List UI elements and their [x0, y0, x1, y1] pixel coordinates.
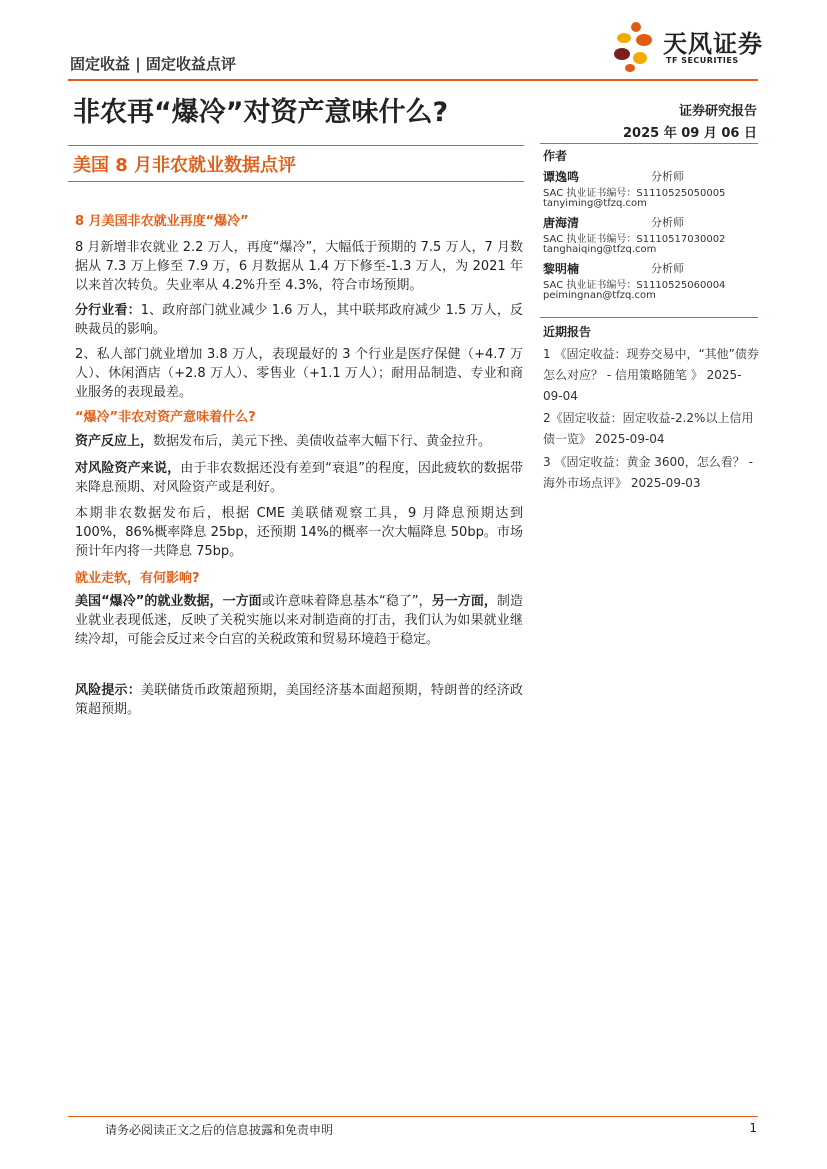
- paragraph: 本期非农数据发布后，根据 CME 美联储观察工具，9 月降息预期达到 100%，86%概率降息 25bp，还预期 14%的概率一次大幅降息 50bp。市场预计年内将一共降息 75bp。: [75, 506, 523, 559]
- author-email[interactable]: tanyiming@tfzq.com: [543, 198, 647, 209]
- author-email[interactable]: tanghaiqing@tfzq.com: [543, 244, 657, 255]
- paragraph-lead: 美国“爆冷”的就业数据，一方面: [75, 594, 262, 609]
- paragraph-text: 数据发布后，美元下挫、美债收益率大幅下行、黄金拉升。: [153, 434, 492, 449]
- author-name: 唐海清: [543, 216, 580, 230]
- author-cert: SAC 执业证书编号：S1110525050005: [543, 188, 726, 199]
- paragraph-text: 制造业就业表现低迷，反映了关税实施以来对制造商的打击，我们认为如果就业继续冷却，可能会反过来令白宫的关税政策和贸易环境趋于稳定。: [75, 594, 523, 647]
- section-heading: 8 月美国非农就业再度“爆冷”: [75, 214, 249, 229]
- section-heading: 就业走软，有何影响?: [75, 571, 200, 586]
- logo-text-cn: 天风证券: [663, 30, 763, 58]
- report-date: 2025 年 09 月 06 日: [623, 126, 757, 141]
- author-card: [543, 168, 761, 212]
- recent-report-item[interactable]: 3 《固定收益：黄金 3600，怎么看？ - 海外市场点评》 2025-09-03: [543, 455, 753, 490]
- report-type: 证券研究报告: [678, 104, 757, 119]
- report-category: 固定收益 | 固定收益点评: [70, 55, 236, 73]
- recent-reports-heading: 近期报告: [543, 325, 592, 339]
- author-cert: SAC 执业证书编号：S1110525060004: [543, 280, 726, 291]
- recent-report-item[interactable]: 2《固定收益：固定收益-2.2%以上信用债一览》 2025-09-04: [543, 411, 754, 446]
- recent-report-item[interactable]: 1 《固定收益：现券交易中，“其他”债券怎么对应？ - 信用策略随笔 》 2025-09-04: [543, 347, 759, 403]
- paragraph: [75, 301, 523, 339]
- paragraph: 8 月新增非农就业 2.2 万人，再度“爆冷”，大幅低于预期的 7.5 万人，7 月数据从 7.3 万上修至 7.9 万，6 月数据从 1.4 万下修至-1.3 万人，为 2021 年以来首次转负。失业率从 4.2%升至 4.3%，符合市场预期。: [75, 240, 523, 293]
- risk-paragraph: [75, 681, 523, 719]
- paragraph-text: 1、政府部门就业减少 1.6 万人，其中联邦政府减少 1.5 万人，反映裁员的影响。: [75, 303, 523, 337]
- author-card: [543, 214, 761, 258]
- author-name: 黎明楠: [543, 262, 580, 276]
- paragraph-text: 或许意味着降息基本“稳了”，: [261, 594, 432, 609]
- page-title: 非农再“爆冷”对资产意味什么?: [73, 97, 449, 128]
- paragraph-lead: 对风险资产来说，: [75, 461, 181, 476]
- tf-securities-logo: [610, 18, 763, 74]
- author-role: 分析师: [651, 262, 684, 275]
- paragraph: [75, 592, 523, 649]
- paragraph: [75, 459, 523, 497]
- author-email[interactable]: peimingnan@tfzq.com: [543, 290, 656, 301]
- page-number: 1: [749, 1121, 757, 1135]
- section-heading: “爆冷”非农对资产意味着什么?: [75, 410, 256, 425]
- author-card: [543, 260, 761, 304]
- sidebar-divider: [540, 317, 758, 318]
- paragraph-lead: 资产反应上，: [75, 434, 154, 449]
- page-subtitle: 美国 8 月非农就业数据点评: [73, 155, 297, 176]
- logo-text-en: TF SECURITIES: [666, 56, 739, 65]
- paragraph-lead: 分行业看：: [75, 303, 141, 318]
- subtitle-divider: [68, 181, 524, 182]
- footer-disclaimer: 请务必阅读正文之后的信息披露和免责申明: [105, 1123, 334, 1137]
- author-cert: SAC 执业证书编号：S1110517030002: [543, 234, 726, 245]
- footer-divider: [68, 1116, 758, 1117]
- author-role: 分析师: [651, 170, 684, 183]
- paragraph-lead: 另一方面，: [431, 594, 497, 609]
- paragraph-text: 由于非农数据还没有差到“衰退”的程度，因此疲软的数据带来降息预期、对风险资产或是利好。: [75, 461, 523, 495]
- paragraph: 2、私人部门就业增加 3.8 万人，表现最好的 3 个行业是医疗保健（+4.7 万人）、休闲酒店（+2.8 万人）、零售业（+1.1 万人）；耐用品制造、专业和商业服务的表现最差。: [75, 347, 523, 400]
- sidebar-divider: [540, 143, 758, 144]
- author-name: 谭逸鸣: [543, 170, 580, 184]
- authors-heading: 作者: [543, 149, 568, 163]
- header-divider: [68, 79, 758, 81]
- risk-label: 风险提示：: [75, 683, 141, 698]
- paragraph: [75, 432, 523, 451]
- risk-text: 美联储货币政策超预期，美国经济基本面超预期，特朗普的经济政策超预期。: [75, 683, 523, 717]
- author-role: 分析师: [651, 216, 684, 229]
- title-divider: [68, 145, 524, 146]
- logo-petals-icon: [610, 18, 660, 74]
